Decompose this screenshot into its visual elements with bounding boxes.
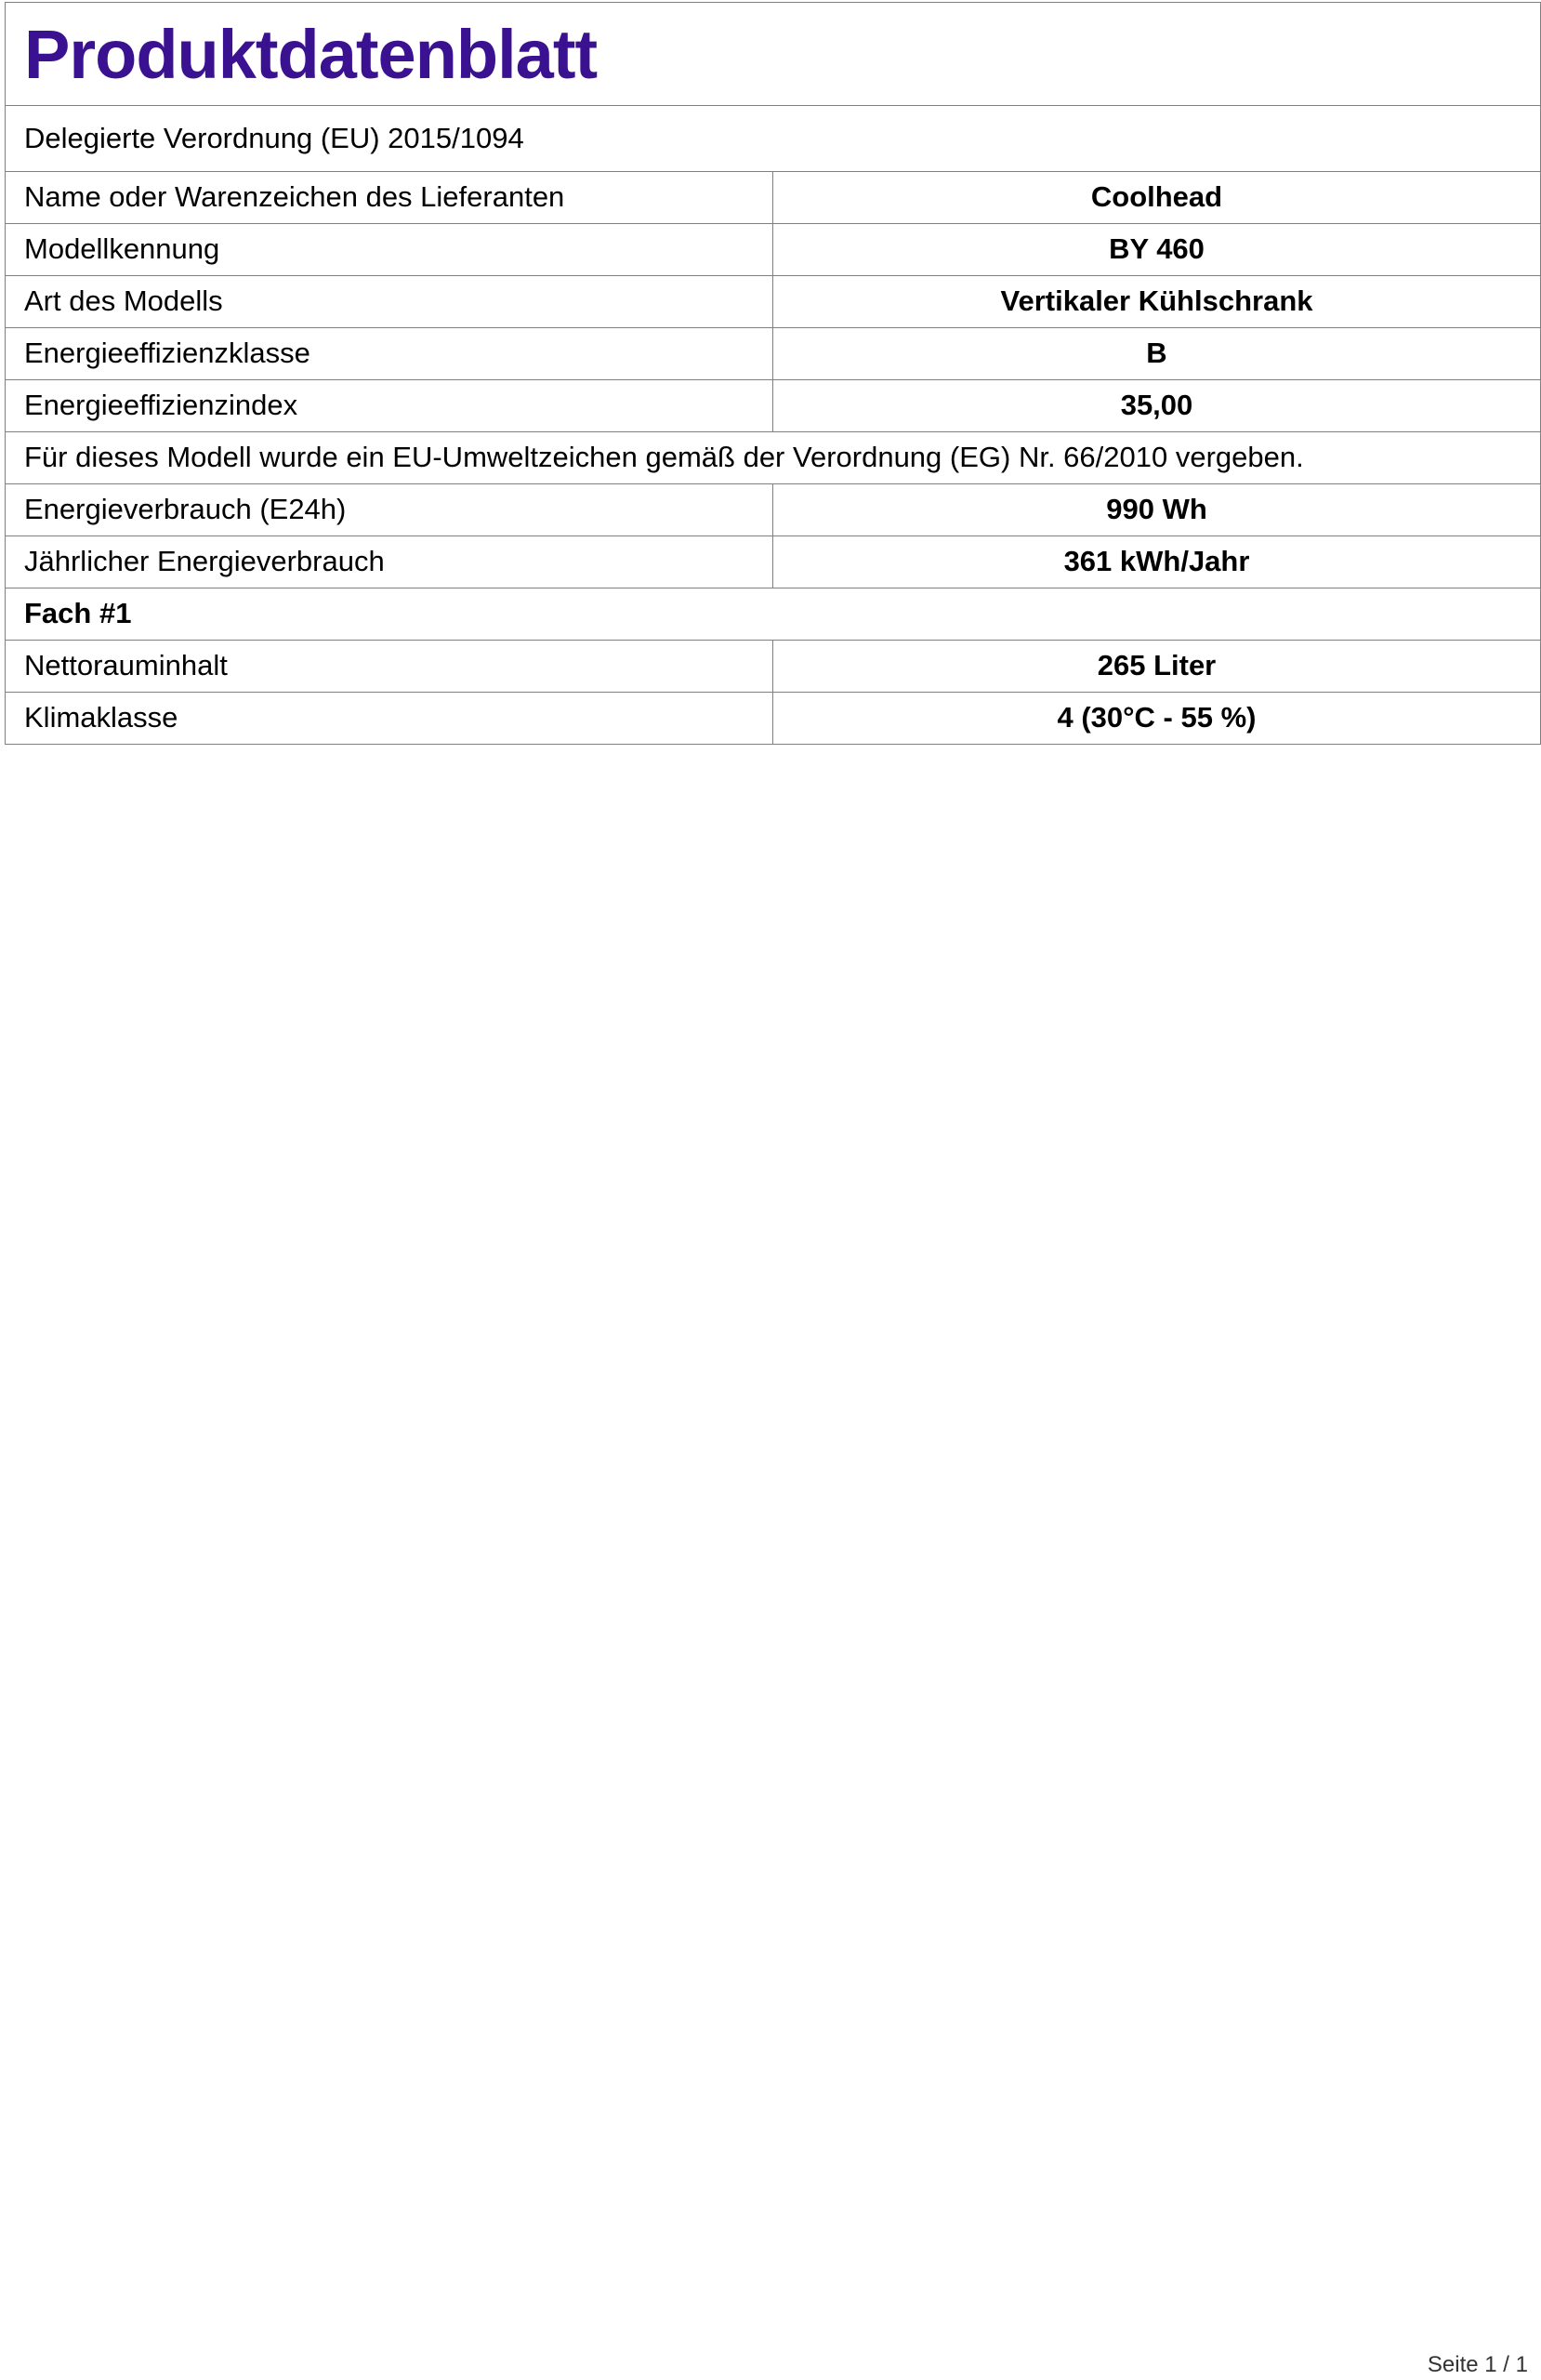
page-number: Seite 1 / 1: [1427, 2352, 1528, 2377]
row-value-efficiency-class: B: [773, 328, 1541, 380]
table-row: [6, 693, 1541, 745]
row-label-annual-energy: Jährlicher Energieverbrauch: [6, 536, 773, 588]
table-row: [6, 536, 1541, 588]
table-row: [6, 484, 1541, 536]
table-row: [6, 328, 1541, 380]
table-row: [6, 276, 1541, 328]
regulation-subtitle: Delegierte Verordnung (EU) 2015/1094: [6, 106, 1541, 172]
row-label-efficiency-index: Energieeffizienzindex: [6, 380, 773, 432]
subtitle-row: [6, 106, 1541, 172]
row-label-model-id: Modellkennung: [6, 224, 773, 276]
row-label-model-type: Art des Modells: [6, 276, 773, 328]
row-value-supplier: Coolhead: [773, 172, 1541, 224]
row-label-efficiency-class: Energieeffizienzklasse: [6, 328, 773, 380]
title-cell: [6, 3, 1541, 106]
table-row: [6, 641, 1541, 693]
row-value-climate-class: 4 (30°C - 55 %): [773, 693, 1541, 745]
eco-label-row: [6, 432, 1541, 484]
row-label-climate-class: Klimaklasse: [6, 693, 773, 745]
title-row: [6, 3, 1541, 106]
row-value-model-id: BY 460: [773, 224, 1541, 276]
table-row: [6, 380, 1541, 432]
product-data-sheet-table: [5, 2, 1541, 745]
row-label-supplier: Name oder Warenzeichen des Lieferanten: [6, 172, 773, 224]
compartment-heading-row: [6, 588, 1541, 641]
eco-label-note: Für dieses Modell wurde ein EU-Umweltzeichen gemäß der Verordnung (EG) Nr. 66/2010 vergeben.: [6, 432, 1541, 484]
page-title: Produktdatenblatt: [24, 16, 598, 93]
compartment-heading: Fach #1: [6, 588, 1541, 641]
row-value-model-type: Vertikaler Kühlschrank: [773, 276, 1541, 328]
table-row: [6, 172, 1541, 224]
row-value-net-volume: 265 Liter: [773, 641, 1541, 693]
row-label-net-volume: Nettorauminhalt: [6, 641, 773, 693]
table-row: [6, 224, 1541, 276]
row-value-efficiency-index: 35,00: [773, 380, 1541, 432]
row-label-energy-e24h: Energieverbrauch (E24h): [6, 484, 773, 536]
row-value-annual-energy: 361 kWh/Jahr: [773, 536, 1541, 588]
row-value-energy-e24h: 990 Wh: [773, 484, 1541, 536]
